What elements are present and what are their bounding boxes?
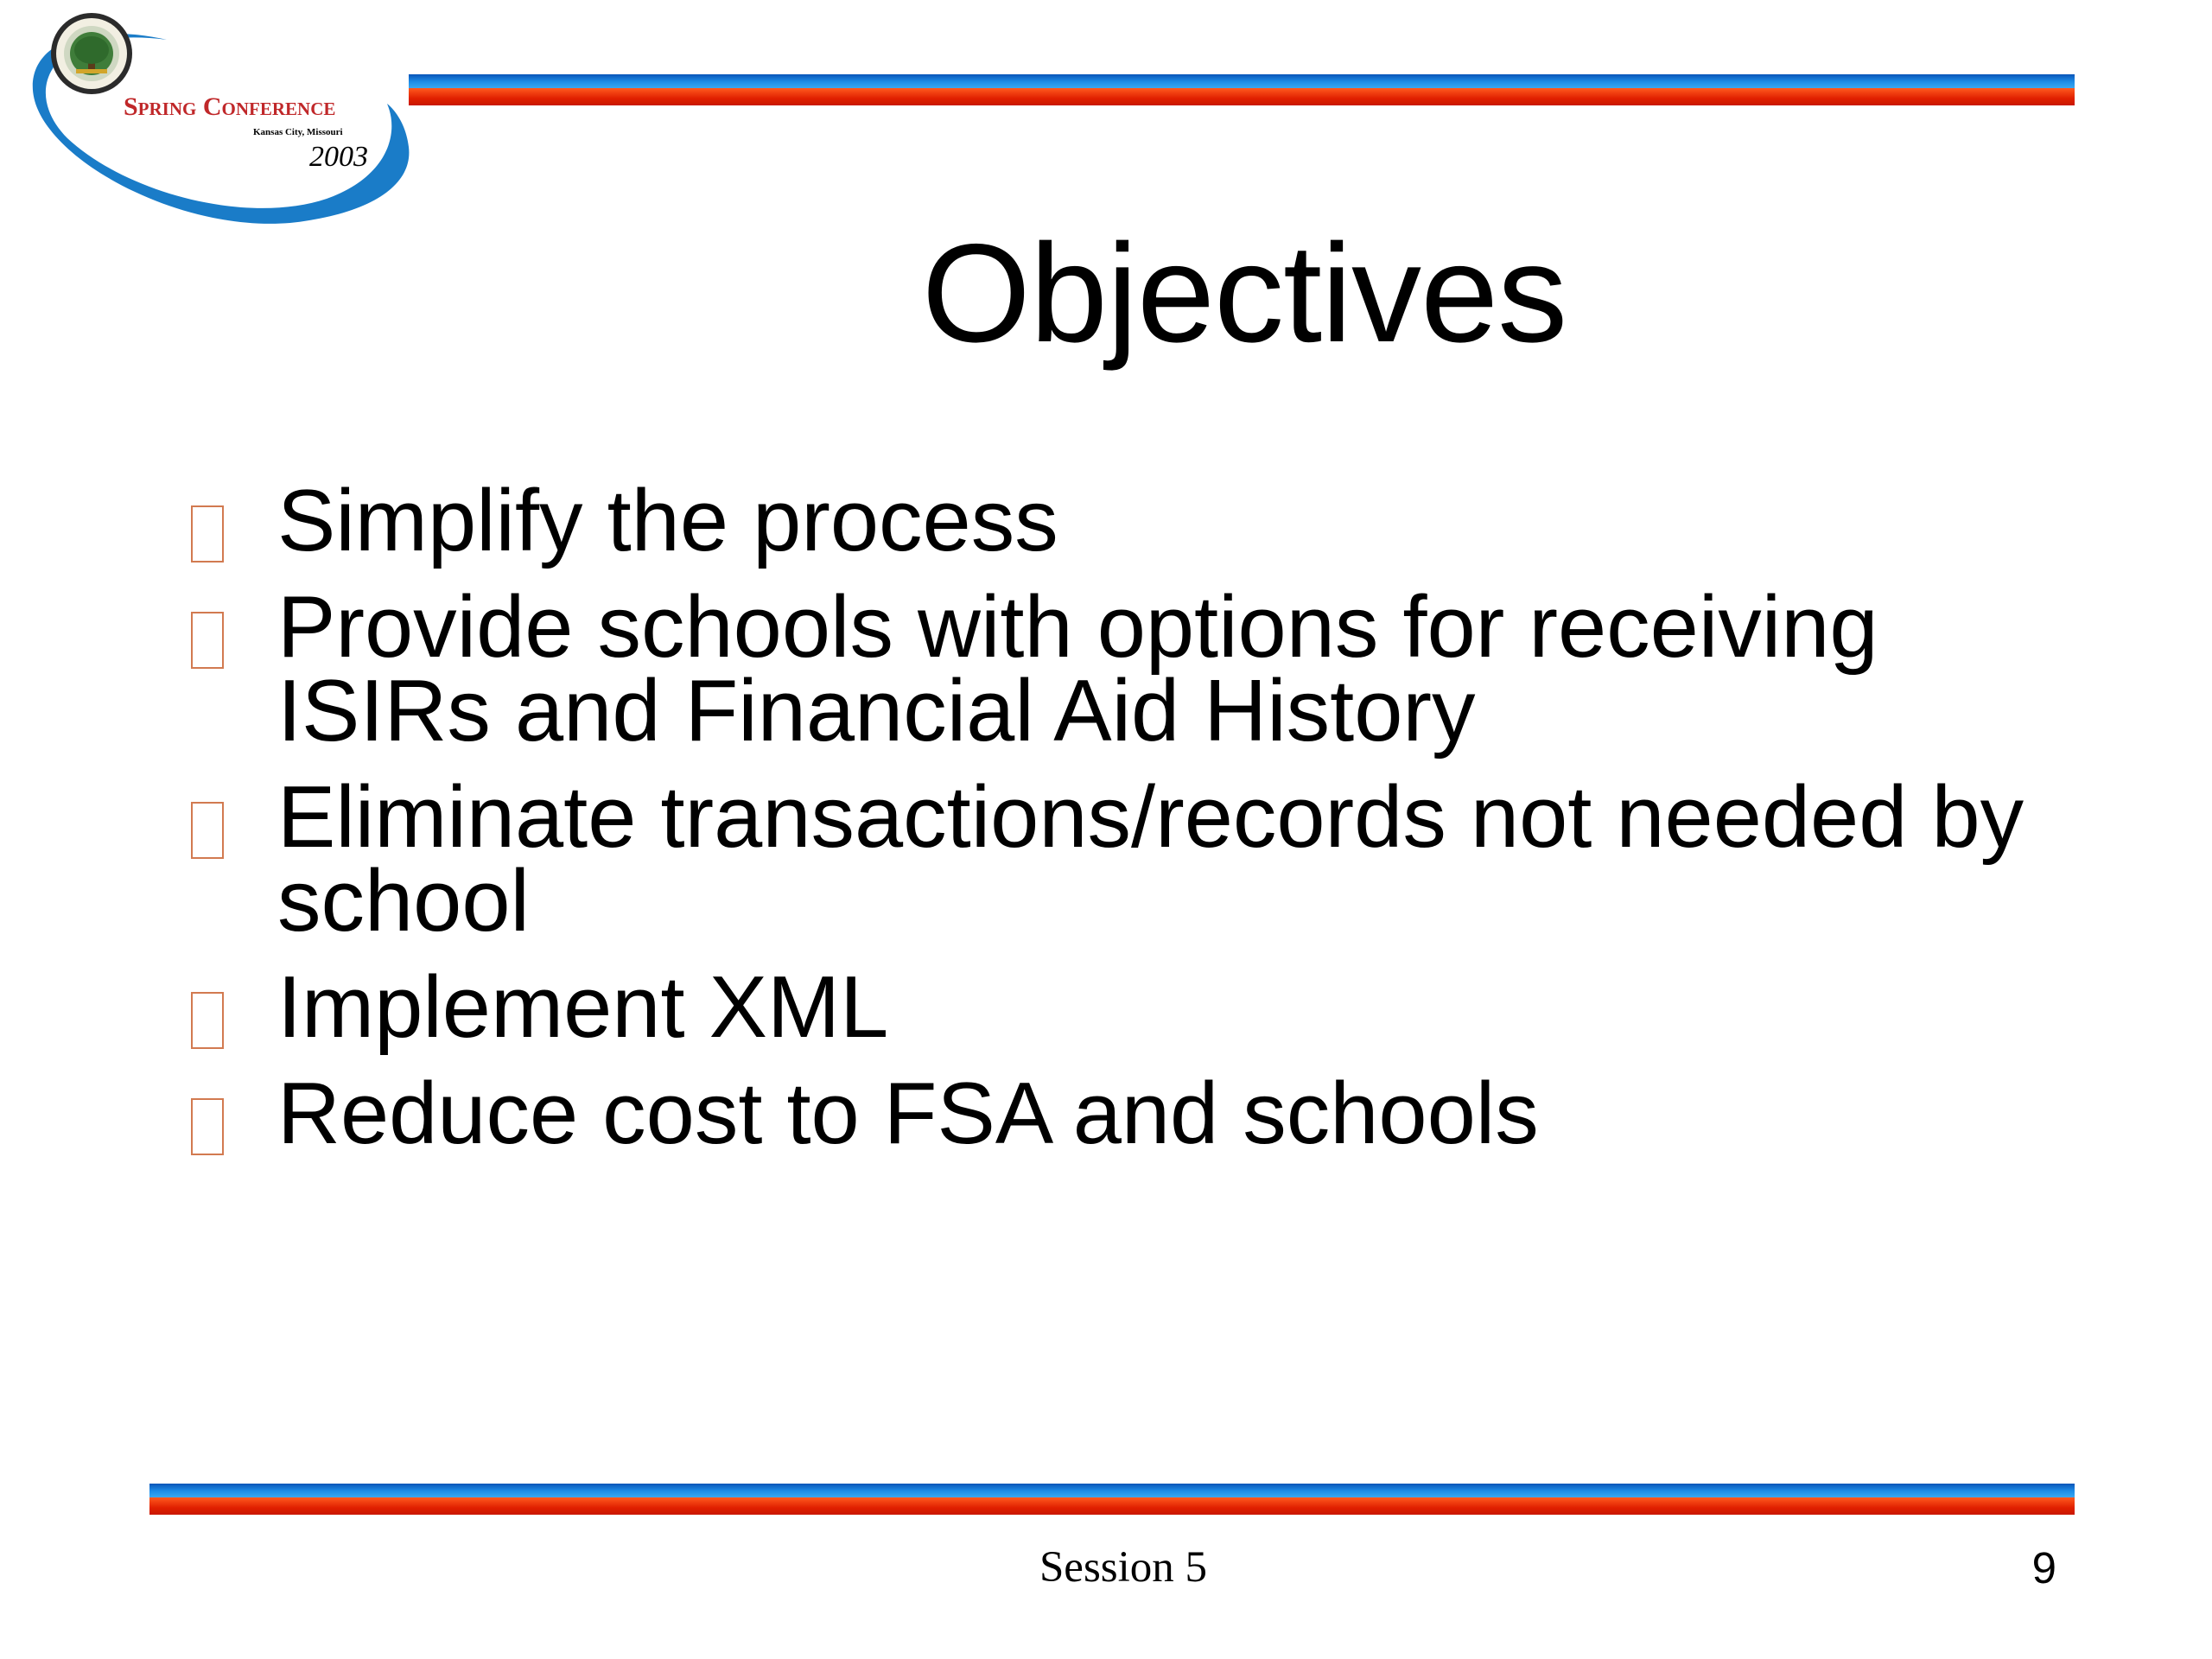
bullet-text: Simplify the process: [277, 473, 1058, 569]
bullet-item: [186, 473, 2087, 569]
bullet-box-icon: [191, 992, 224, 1049]
bullet-box-icon: [191, 1098, 224, 1155]
header-stripe-red: [409, 88, 2075, 105]
logo-title: Spring Conference: [124, 92, 336, 121]
header-stripe-blue: [409, 74, 2075, 88]
logo-year: 2003: [309, 141, 368, 173]
bullet-list: [186, 473, 2087, 1179]
header-stripe: [409, 74, 2075, 105]
bullet-box-icon: [191, 802, 224, 859]
bullet-item: [186, 769, 2087, 950]
bullet-item: [186, 579, 2087, 760]
bullet-box-icon: [191, 505, 224, 563]
bullet-text: Provide schools with options for receiving ISIRs and Financial Aid History: [277, 579, 1878, 760]
footer-stripe-red: [149, 1497, 2075, 1515]
slide-number: 9: [2031, 1543, 2056, 1592]
footer-stripe: [149, 1484, 2075, 1515]
bullet-text: Reduce cost to FSA and schools: [277, 1065, 1539, 1162]
conference-logo: [16, 9, 422, 233]
bullet-text: Eliminate transactions/records not needed by school: [277, 769, 2024, 950]
bullet-item: [186, 959, 2087, 1056]
footer-stripe-blue: [149, 1484, 2075, 1497]
department-seal-icon: [51, 13, 132, 94]
slide-title: Objectives: [921, 215, 1567, 372]
footer-session-label: Session 5: [1039, 1543, 1208, 1592]
bullet-item: [186, 1065, 2087, 1162]
bullet-text: Implement XML: [277, 959, 889, 1056]
bullet-box-icon: [191, 612, 224, 669]
logo-location: Kansas City, Missouri: [253, 127, 343, 137]
